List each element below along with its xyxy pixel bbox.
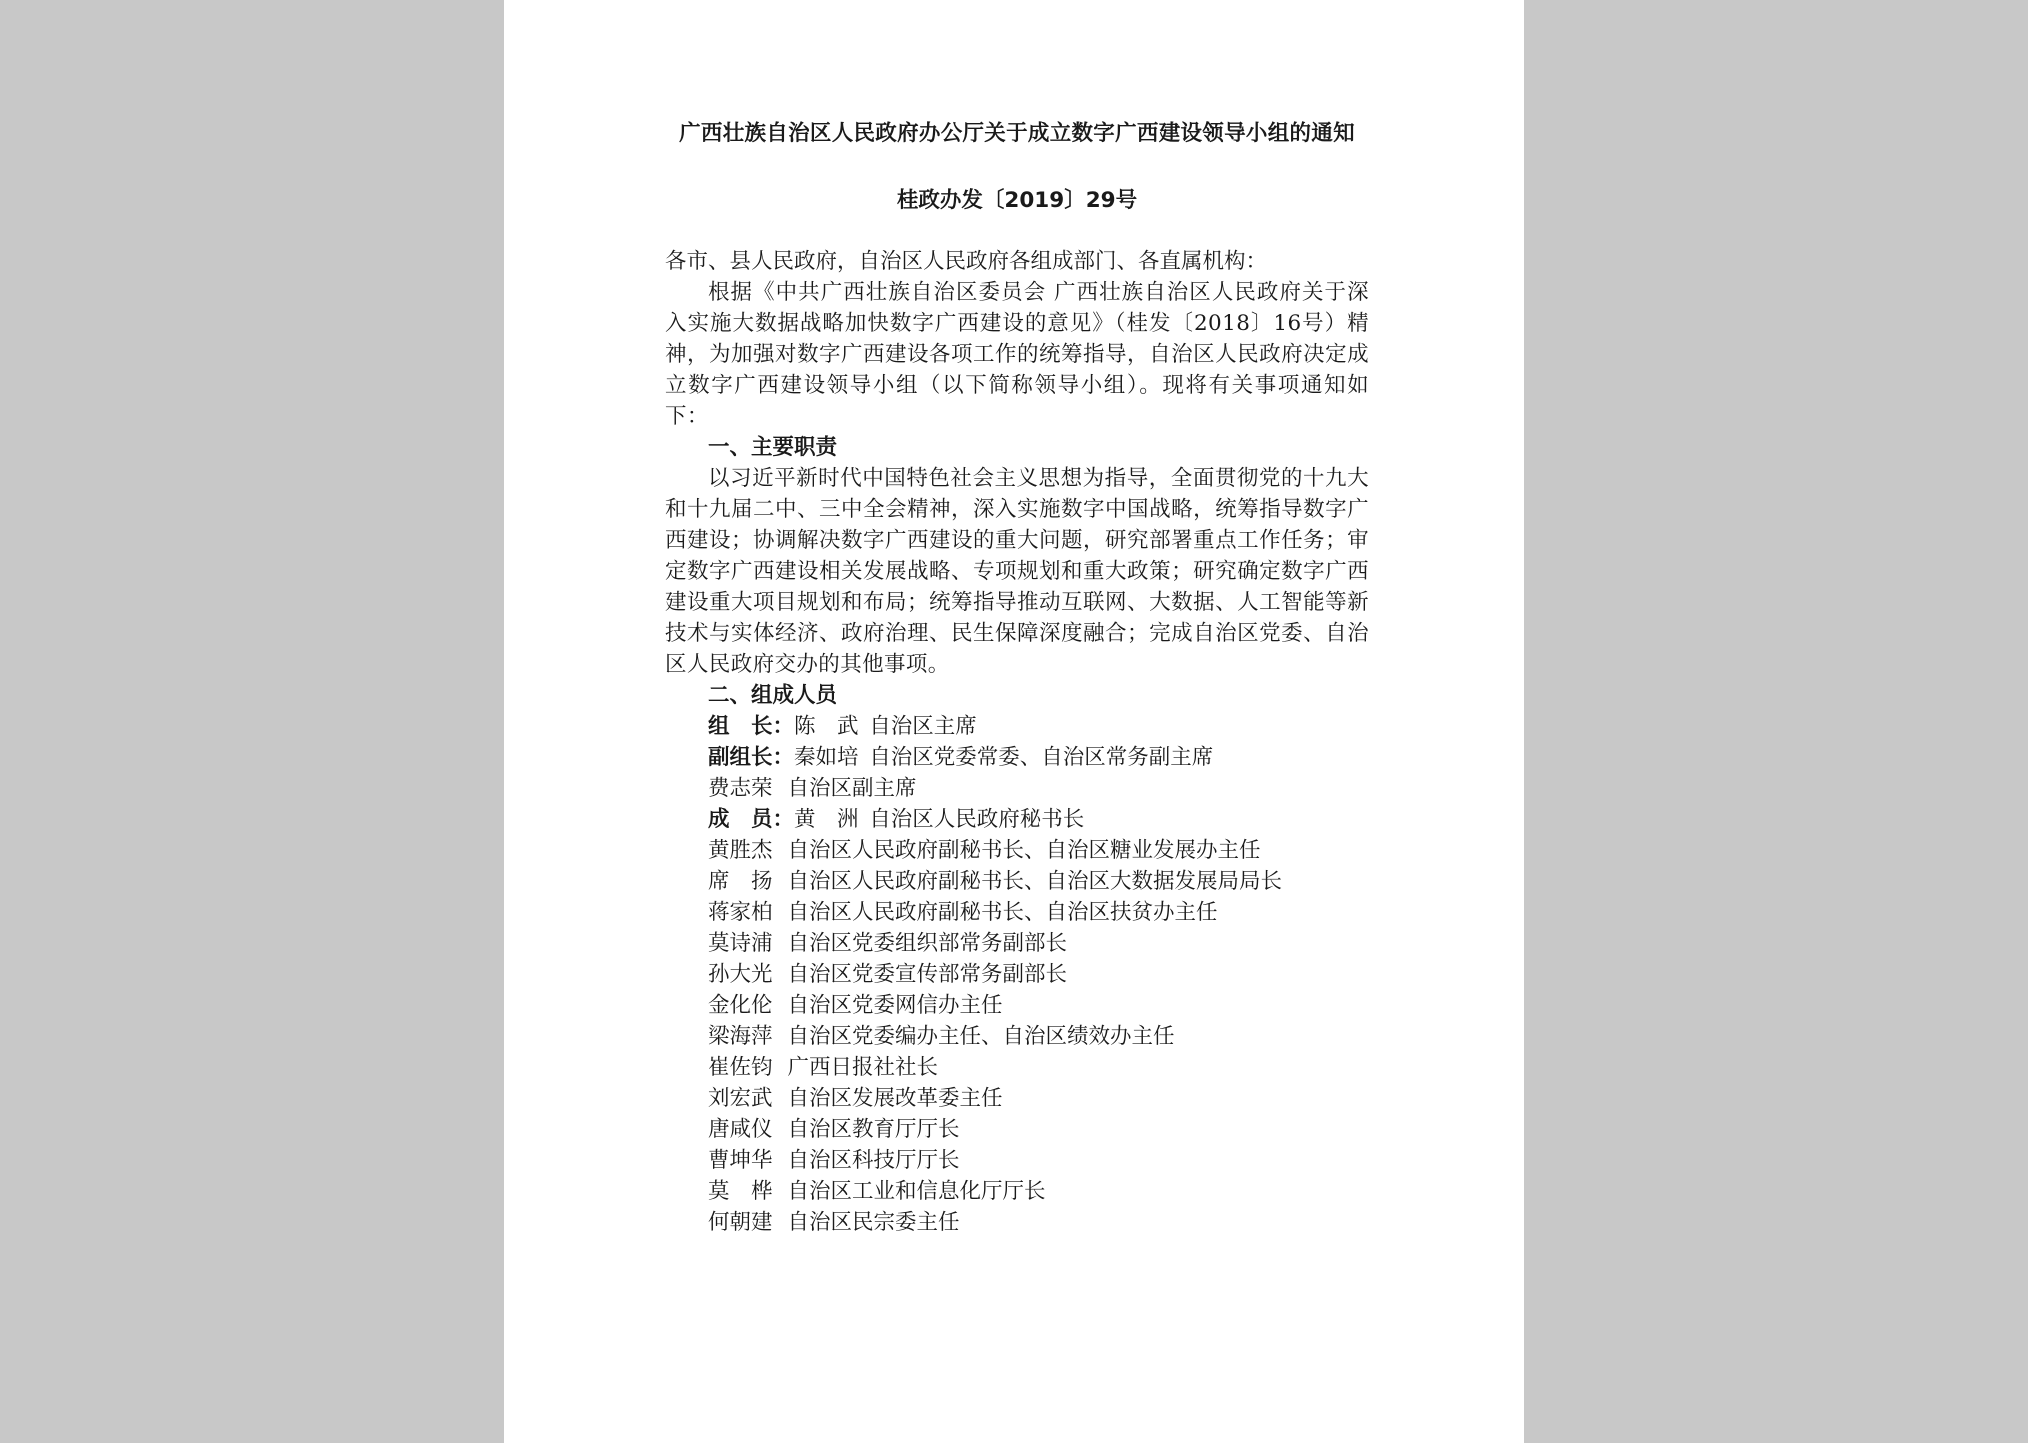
- member-name: 曹坤华: [708, 1148, 773, 1173]
- member-name: 黄 洲: [794, 807, 859, 832]
- member-title: 自治区人民政府副秘书长、自治区扶贫办主任: [787, 900, 1218, 925]
- duties-paragraph: 以习近平新时代中国特色社会主义思想为指导，全面贯彻党的十九大和十九届二中、三中全会精神，深入实施数字中国战略，统筹指导数字广西建设；协调解决数字广西建设的重大问题，研究部署重点工作任务；审定数字广西建设相关发展战略、专项规划和重大政策；研究确定数字广西建设重大项目规划和布局；统筹指导推动互联网、大数据、人工智能等新技术与实体经济、政府治理、民生保障深度融合；完成自治区党委、自治区人民政府交办的其他事项。: [665, 466, 1369, 677]
- member-name: 蒋家柏: [708, 900, 773, 925]
- section-heading-duties: 一、主要职责: [708, 435, 838, 460]
- member-line: [708, 1145, 1369, 1176]
- member-title: 自治区党委网信办主任: [787, 993, 1003, 1018]
- addressee-line: 各市、县人民政府，自治区人民政府各组成部门、各直属机构：: [665, 249, 1268, 274]
- member-title: 自治区工业和信息化厅厅长: [787, 1179, 1046, 1204]
- member-title: 自治区科技厅厅长: [787, 1148, 960, 1173]
- member-name: 梁海萍: [708, 1024, 773, 1049]
- deputy-role-label: 副组长：: [708, 745, 795, 770]
- leader-line: [708, 711, 1369, 742]
- member-name: 崔佐钧: [708, 1055, 773, 1080]
- member-line: [708, 928, 1369, 959]
- member-line: [708, 1176, 1369, 1207]
- member-title: 自治区党委宣传部常务副部长: [787, 962, 1068, 987]
- member-name: 孙大光: [708, 962, 773, 987]
- member-line: [708, 990, 1369, 1021]
- member-title: 自治区教育厅厅长: [787, 1117, 960, 1142]
- document-page: [504, 0, 1524, 1443]
- member-line: [708, 959, 1369, 990]
- document-number: 桂政办发〔2019〕29号: [896, 188, 1138, 213]
- member-line: [708, 1207, 1369, 1238]
- leader-title: 自治区主席: [869, 714, 977, 739]
- member-name: 莫诗浦: [708, 931, 773, 956]
- leader-name: 陈 武: [794, 714, 859, 739]
- member-line: [708, 1114, 1369, 1145]
- member-line: [708, 1021, 1369, 1052]
- document-body: [665, 118, 1369, 1238]
- deputy-title: 自治区副主席: [787, 776, 917, 801]
- member-title: 自治区发展改革委主任: [787, 1086, 1003, 1111]
- member-line: [708, 1083, 1369, 1114]
- member-line: [708, 804, 1369, 835]
- deputy-title: 自治区党委常委、自治区常务副主席: [869, 745, 1214, 770]
- deputy-name: 费志荣: [708, 776, 773, 801]
- member-name: 何朝建: [708, 1210, 773, 1235]
- deputy-line: [708, 742, 1369, 773]
- members-role-label: 成 员：: [708, 807, 795, 832]
- intro-paragraph: 根据《中共广西壮族自治区委员会 广西壮族自治区人民政府关于深入实施大数据战略加快数字广西建设的意见》（桂发〔2018〕16号）精神，为加强对数字广西建设各项工作的统筹指导，自治区人民政府决定成立数字广西建设领导小组（以下简称领导小组）。现将有关事项通知如下：: [665, 280, 1369, 429]
- member-name: 刘宏武: [708, 1086, 773, 1111]
- member-title: 自治区党委组织部常务副部长: [787, 931, 1068, 956]
- member-title: 自治区人民政府副秘书长、自治区糖业发展办主任: [787, 838, 1261, 863]
- member-title: 自治区民宗委主任: [787, 1210, 960, 1235]
- member-line: [708, 835, 1369, 866]
- member-title: 广西日报社社长: [787, 1055, 939, 1080]
- member-title: 自治区人民政府副秘书长、自治区大数据发展局局长: [787, 869, 1283, 894]
- member-title: 自治区党委编办主任、自治区绩效办主任: [787, 1024, 1175, 1049]
- deputy-line: [708, 773, 1369, 804]
- member-name: 莫 桦: [708, 1179, 773, 1204]
- member-line: [708, 897, 1369, 928]
- member-name: 黄胜杰: [708, 838, 773, 863]
- document-title: 广西壮族自治区人民政府办公厅关于成立数字广西建设领导小组的通知: [679, 121, 1355, 146]
- member-line: [708, 866, 1369, 897]
- section-heading-members: 二、组成人员: [708, 683, 838, 708]
- leader-role-label: 组 长：: [708, 714, 795, 739]
- member-name: 金化伦: [708, 993, 773, 1018]
- member-name: 唐咸仪: [708, 1117, 773, 1142]
- deputy-name: 秦如培: [794, 745, 859, 770]
- member-name: 席 扬: [708, 869, 773, 894]
- member-title: 自治区人民政府秘书长: [869, 807, 1085, 832]
- member-line: [708, 1052, 1369, 1083]
